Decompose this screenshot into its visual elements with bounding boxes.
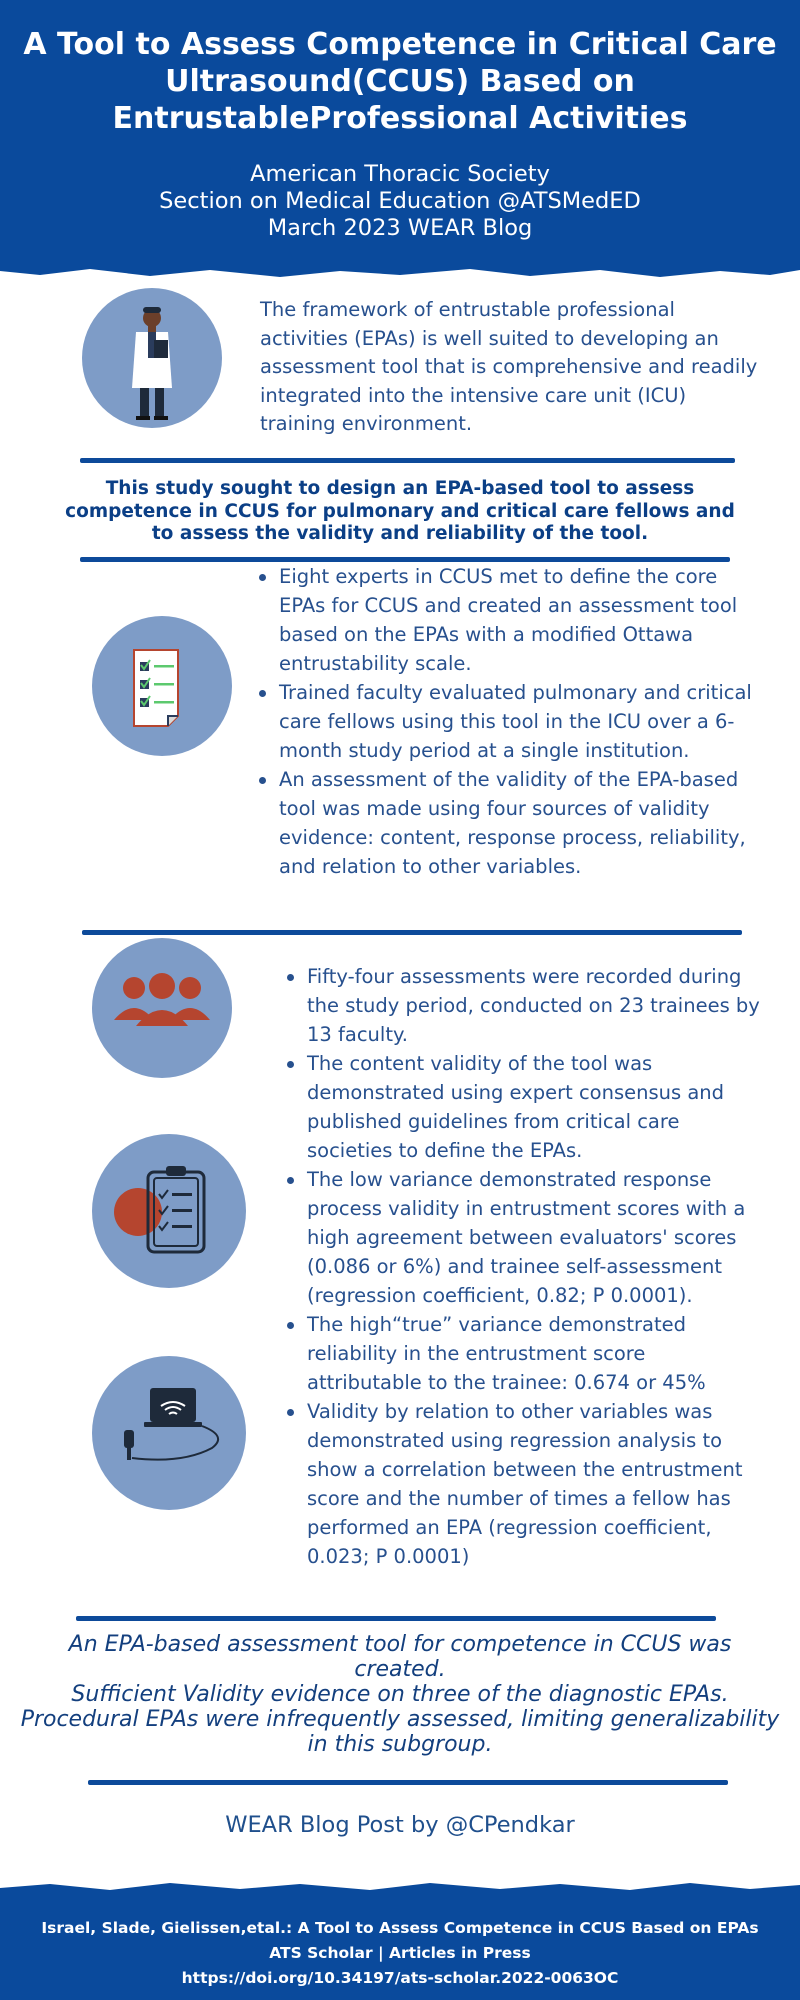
list-item: The high“true” variance demonstrated reliability in the entrustment score attributable to the trainee: 0.674 or 45% <box>285 1310 765 1397</box>
divider <box>76 1616 716 1621</box>
list-item: The content validity of the tool was demonstrated using expert consensus and published guidelines from critical care societies to define the EPAs. <box>285 1049 765 1165</box>
clipboard-icon <box>92 1134 246 1288</box>
list-item: Validity by relation to other variables was demonstrated using regression analysis to show a correlation between the entrustment score and the number of times a fellow has performed an EPA (regression coefficient, 0.023; P 0.0001) <box>285 1397 765 1571</box>
section-name: Section on Medical Education @ATSMedED <box>159 188 641 214</box>
divider <box>88 1780 728 1785</box>
ultrasound-icon <box>92 1356 246 1510</box>
org-name: American Thoracic Society <box>250 161 550 187</box>
doctor-icon <box>82 288 222 428</box>
conclusion-text <box>20 1632 780 1757</box>
intro-text: The framework of entrustable professional activities (EPAs) is well suited to developing an assessment tool that is comprehensive and readily integrated into the intensive care unit (ICU) training environment. <box>260 298 758 435</box>
page-title: A Tool to Assess Competence in Critical Care Ultrasound(CCUS) Based on EntrustableProfessional Activities <box>23 27 777 136</box>
list-item: Fifty-four assessments were recorded during the study period, conducted on 23 trainees by 13 faculty. <box>285 962 765 1049</box>
conclusion-line: Sufficient Validity evidence on three of the diagnostic EPAs. Procedural EPAs were infrequently assessed, limiting generalizability in this subgroup. <box>20 1682 780 1757</box>
group-icon <box>92 938 232 1078</box>
methods-list <box>257 562 762 881</box>
list-item: Trained faculty evaluated pulmonary and critical care fellows using this tool in the ICU over a 6-month study period at a single institution. <box>257 678 762 765</box>
checklist-icon <box>92 616 232 756</box>
citation-text: Israel, Slade, Gielissen,etal.: A Tool to Assess Competence in CCUS Based on EPAs <box>41 1919 759 1937</box>
blog-date: March 2023 WEAR Blog <box>267 215 533 241</box>
footer-banner <box>0 1890 800 2000</box>
divider <box>82 930 742 935</box>
results-list <box>285 962 765 1571</box>
citation-block <box>20 1916 780 1991</box>
study-aim: This study sought to design an EPA-based tool to assess competence in CCUS for pulmonary and critical care fellows and to assess the validity and reliability of the tool. <box>65 478 735 544</box>
brush-edge-bottom <box>0 261 800 283</box>
journal-text: ATS Scholar | Articles in Press <box>269 1944 531 1962</box>
divider <box>80 458 735 463</box>
header-banner <box>0 0 800 282</box>
list-item: The low variance demonstrated response process validity in entrustment scores with a high agreement between evaluators' scores (0.086 or 6%) and trainee self-assessment (regression coefficient, 0.82; P 0.0001). <box>285 1165 765 1310</box>
doi-link[interactable]: https://doi.org/10.34197/ats-scholar.2022-0063OC <box>181 1969 619 1987</box>
list-item: An assessment of the validity of the EPA-based tool was made using four sources of validity evidence: content, response process, reliability, and relation to other variables. <box>257 765 762 881</box>
header-subtitle <box>20 161 780 242</box>
conclusion-line: An EPA-based assessment tool for competence in CCUS was created. <box>68 1632 732 1682</box>
author-credit: WEAR Blog Post by @CPendkar <box>225 1812 575 1838</box>
brush-edge-top <box>0 1876 800 1898</box>
list-item: Eight experts in CCUS met to define the core EPAs for CCUS and created an assessment tool based on the EPAs with a modified Ottawa entrustability scale. <box>257 562 762 678</box>
